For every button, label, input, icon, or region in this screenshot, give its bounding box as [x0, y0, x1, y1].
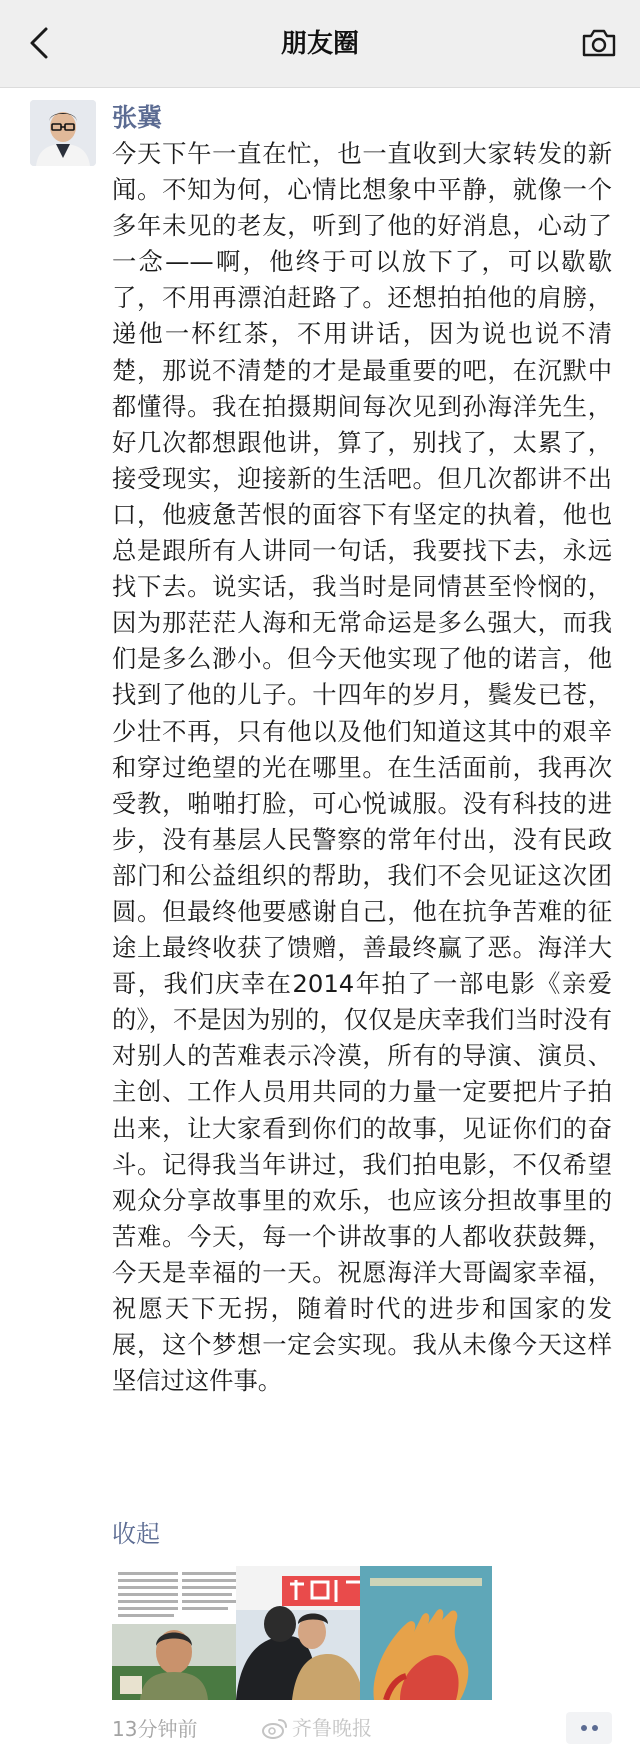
avatar-portrait	[30, 100, 96, 166]
camera-icon	[581, 28, 617, 58]
weibo-icon	[262, 1717, 288, 1739]
post-content: 今天下午一直在忙，也一直收到大家转发的新闻。不知为何，心情比想象中平静，就像一个多年未见的老友，听到了他的好消息，心动了一念——啊，他终于可以放下了，可以歇歇了，不用再漂泊赶路了。还想拍拍他的肩膀，递他一杯红茶，不用讲话，因为说也说不清楚，那说不清楚的才是最重要的吧，在沉默中都懂得。我在拍摄期间每次见到孙海洋先生，好几次都想跟他讲，算了，别找了，太累了，接受现实，迎接新的生活吧。但几次都讲不出口，他疲惫苦恨的面容下有坚定的执着，他也总是跟所有人讲同一句话，我要找下去，永远找下去。说实话，我当时是同情甚至怜悯的，因为那茫茫人海和无常命运是多么强大，而我们是多么渺小。但今天他实现了他的诺言，他找到了他的儿子。十四年的岁月，鬓发已苍，少壮不再，只有他以及他们知道这其中的艰辛和穿过绝望的光在哪里。在生活面前，我再次受教，啪啪打脸，可心悦诚服。没有科技的进步，没有基层人民警察的常年付出，没有民政部门和公益组织的帮助，我们不会见证这次团圆。但最终他要感谢自己，他在抗争苦难的征途上最终收获了馈赠，善最终赢了恶。海洋大哥，我们庆幸在2014年拍了一部电影《亲爱的》，不是因为别的，仅仅是庆幸我们当时没有对别人的苦难表示冷漠，所有的导演、演员、主创、工作人员用共同的力量一定要把片子拍出来，让大家看到你们的故事，见证你们的奋斗。记得我当年讲过，我们拍电影，不仅希望观众分享故事里的欢乐，也应该分担故事里的苦难。今天，每一个讲故事的人都收获鼓舞，今天是幸福的一天。祝愿海洋大哥阖家幸福，祝愿天下无拐，随着时代的进步和国家的发展，这个梦想一定会实现。我从未像今天这样坚信过这件事。	[112, 139, 612, 1396]
collapse-link[interactable]: 收起	[112, 1520, 160, 1548]
post-timestamp: 13分钟前	[112, 1717, 198, 1741]
news-screenshot-photo[interactable]	[112, 1566, 244, 1700]
chevron-left-icon	[28, 26, 50, 60]
author-name[interactable]: 张冀	[112, 103, 163, 132]
back-button[interactable]	[14, 18, 64, 68]
more-dots-icon	[592, 1725, 598, 1731]
reunion-hug-photo[interactable]	[236, 1566, 368, 1700]
watermark	[262, 1712, 372, 1744]
avatar[interactable]	[30, 100, 96, 166]
camera-button[interactable]	[572, 18, 626, 68]
book-cover-photo[interactable]	[360, 1566, 492, 1700]
more-actions-button[interactable]	[566, 1712, 612, 1744]
page-title: 朋友圈	[280, 29, 359, 59]
navbar	[0, 0, 640, 88]
watermark-text: 齐鲁晚报	[292, 1716, 372, 1740]
more-dots-icon	[581, 1725, 587, 1731]
